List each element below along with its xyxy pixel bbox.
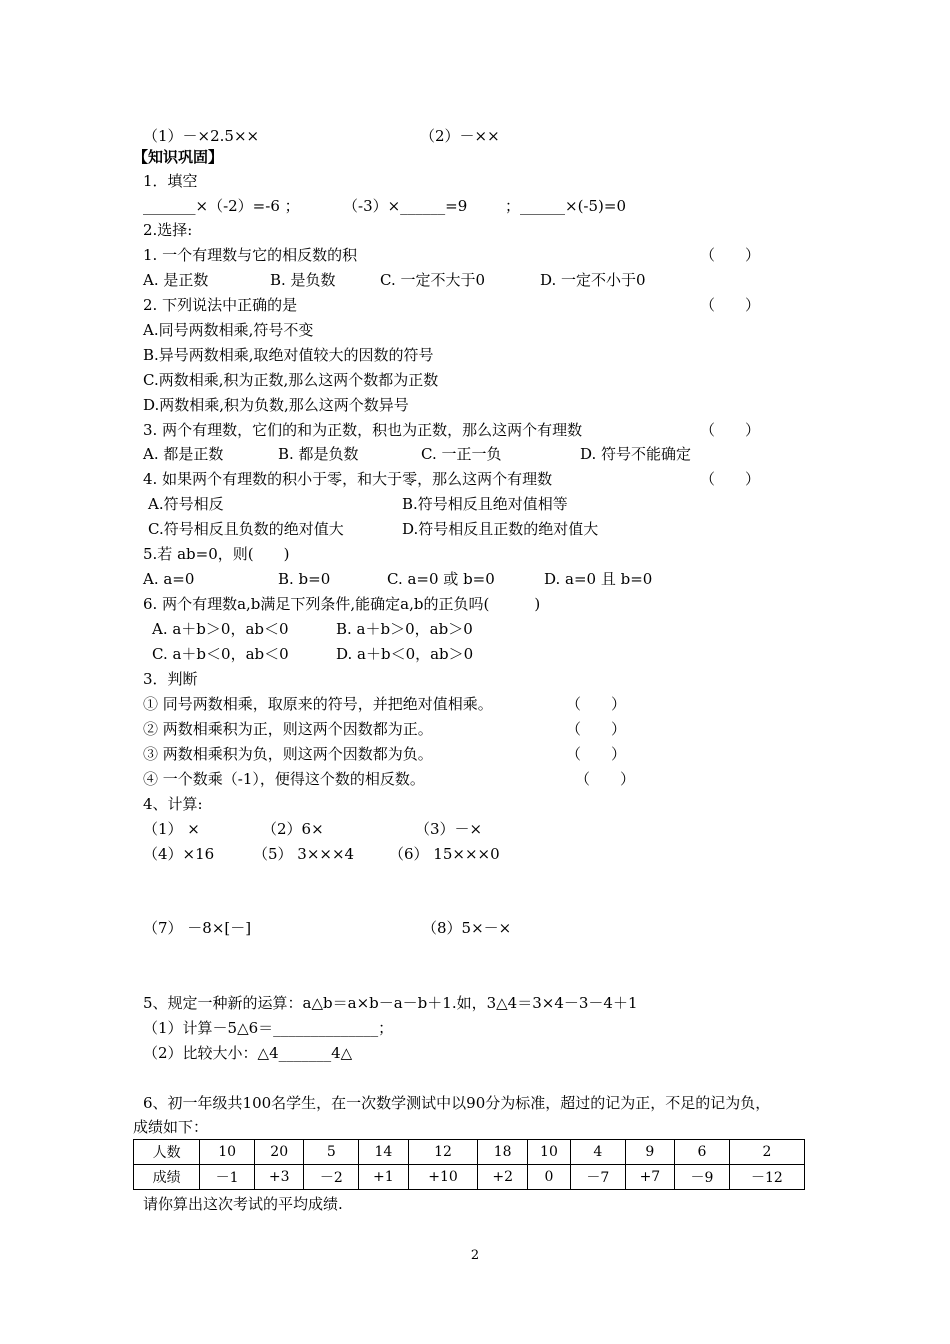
q2-1-option-c: C. 一定不大于0 [380,271,486,289]
q2-5-option-b: B. b=0 [278,570,331,588]
q1-fill-1: _______×（-2）=-6 ； [143,197,300,215]
table-cell: +1 [359,1165,408,1190]
table-cell: －7 [570,1165,625,1190]
table-cell: 人数 [134,1140,200,1165]
q5-definition: 5、规定一种新的运算：a△b＝a×b－a－b＋1.如，3△4＝3×4－3－4＋1 [143,994,638,1012]
q1-fill-3: ；______×(-5)=0 [505,197,626,215]
q6-stem-cont: 成绩如下： [133,1118,209,1136]
table-cell: +7 [625,1165,674,1190]
q2-4-answer-paren: （ ） [700,470,761,488]
q4-title: 4、计算: [143,795,203,813]
q2-2-option-c: C.两数相乘,积为正数,那么这两个数都为正数 [143,371,439,389]
q2-4-option-d: D.符号相反且正数的绝对值大 [402,520,599,538]
q4-item-6: （6） 15×××0 [389,845,500,863]
q4-item-7: （7） －8×[－] [143,919,252,937]
table-row [134,1165,805,1190]
q2-2-option-a: A.同号两数相乘,符号不变 [143,321,314,339]
table-cell: +3 [254,1165,303,1190]
q2-4-option-c: C.符号相反且负数的绝对值大 [148,520,344,538]
q3-item-1: ① 同号两数相乘，取原来的符号，并把绝对值相乘。 [143,695,493,713]
q3-item-2-paren: （ ） [566,720,627,738]
q1-fill-2: （-3）×______=9 [343,197,468,215]
table-cell: 20 [254,1140,303,1165]
q2-5-stem: 5.若 ab=0，则( ) [143,545,290,563]
table-cell: －1 [200,1165,255,1190]
table-cell: 6 [675,1140,730,1165]
q2-1-option-b: B. 是负数 [270,271,336,289]
q2-1-answer-paren: （ ） [700,246,761,264]
table-cell: 10 [527,1140,570,1165]
q6-question: 请你算出这次考试的平均成绩. [143,1195,343,1213]
q2-3-option-b: B. 都是负数 [278,445,359,463]
table-cell: +10 [408,1165,478,1190]
q3-item-4-paren: （ ） [575,770,636,788]
q2-2-option-d: D.两数相乘,积为负数,那么这两个数异号 [143,396,409,414]
q4-item-5: （5） 3×××4 [253,845,355,863]
section-title: 【知识巩固】 [133,148,224,166]
table-cell: 2 [729,1140,804,1165]
q3-item-3: ③ 两数相乘积为负，则这两个因数都为负。 [143,745,433,763]
q2-4-option-b: B.符号相反且绝对值相等 [402,495,568,513]
q2-3-stem: 3. 两个有理数，它们的和为正数，积也为正数，那么这两个有理数 [143,421,583,439]
q2-2-answer-paren: （ ） [700,296,761,314]
table-cell: －9 [675,1165,730,1190]
q2-5-option-c: C. a=0 或 b=0 [387,570,495,588]
q3-title: 3．判断 [143,670,198,688]
q3-item-2: ② 两数相乘积为正，则这两个因数都为正。 [143,720,433,738]
q2-2-stem: 2. 下列说法中正确的是 [143,296,298,314]
q5-part-1: （1）计算－5△6＝______________； [143,1019,394,1037]
q3-item-3-paren: （ ） [566,745,627,763]
table-cell: 0 [527,1165,570,1190]
table-cell: －12 [729,1165,804,1190]
q2-1-option-d: D. 一定不小于0 [540,271,646,289]
table-cell: 9 [625,1140,674,1165]
q2-1-stem: 1. 一个有理数与它的相反数的积 [143,246,358,264]
page-number: 2 [470,1248,480,1263]
q2-6-option-c: C. a＋b＜0，ab＜0 [152,645,289,663]
q2-6-option-a: A. a＋b＞0，ab＜0 [152,620,289,638]
q4-item-3: （3）－× [415,820,483,838]
table-cell: 14 [359,1140,408,1165]
q5-part-2: （2）比较大小：△4_______4△ [143,1044,353,1062]
q2-5-option-a: A. a=0 [143,570,195,588]
table-cell: 成绩 [134,1165,200,1190]
item-2: （2）－×× [420,127,500,145]
q2-3-option-d: D. 符号不能确定 [580,445,692,463]
q2-3-option-a: A. 都是正数 [143,445,224,463]
q4-item-1: （1） × [143,820,200,838]
q6-stem: 6、初一年级共100名学生，在一次数学测试中以90分为标准，超过的记为正，不足的记为负， [143,1094,771,1112]
q2-3-option-c: C. 一正一负 [421,445,502,463]
table-cell: +2 [478,1165,527,1190]
q2-3-answer-paren: （ ） [700,421,761,439]
table-cell: 5 [304,1140,359,1165]
q2-6-stem: 6. 两个有理数a,b满足下列条件,能确定a,b的正负吗( ) [143,595,541,613]
q2-5-option-d: D. a=0 且 b=0 [544,570,653,588]
table-cell: 12 [408,1140,478,1165]
q2-2-option-b: B.异号两数相乘,取绝对值较大的因数的符号 [143,346,434,364]
q1-title: 1．填空 [143,172,198,190]
score-table [133,1139,805,1190]
table-cell: 4 [570,1140,625,1165]
q2-title: 2.选择: [143,221,193,239]
item-1: （1）－×2.5×× [143,127,260,145]
q4-item-4: （4）×16 [143,845,215,863]
table-cell: 18 [478,1140,527,1165]
q3-item-1-paren: （ ） [566,695,627,713]
q3-item-4: ④ 一个数乘（-1），便得这个数的相反数。 [143,770,425,788]
table-cell: 10 [200,1140,255,1165]
q4-item-8: （8）5×－× [422,919,512,937]
table-cell: －2 [304,1165,359,1190]
q2-4-option-a: A.符号相反 [148,495,224,513]
q4-item-2: （2）6× [262,820,324,838]
q2-4-stem: 4. 如果两个有理数的积小于零，和大于零，那么这两个有理数 [143,470,553,488]
table-row [134,1140,805,1165]
q2-6-option-b: B. a＋b＞0，ab＞0 [336,620,473,638]
q2-6-option-d: D. a＋b＜0，ab＞0 [336,645,474,663]
q2-1-option-a: A. 是正数 [143,271,209,289]
